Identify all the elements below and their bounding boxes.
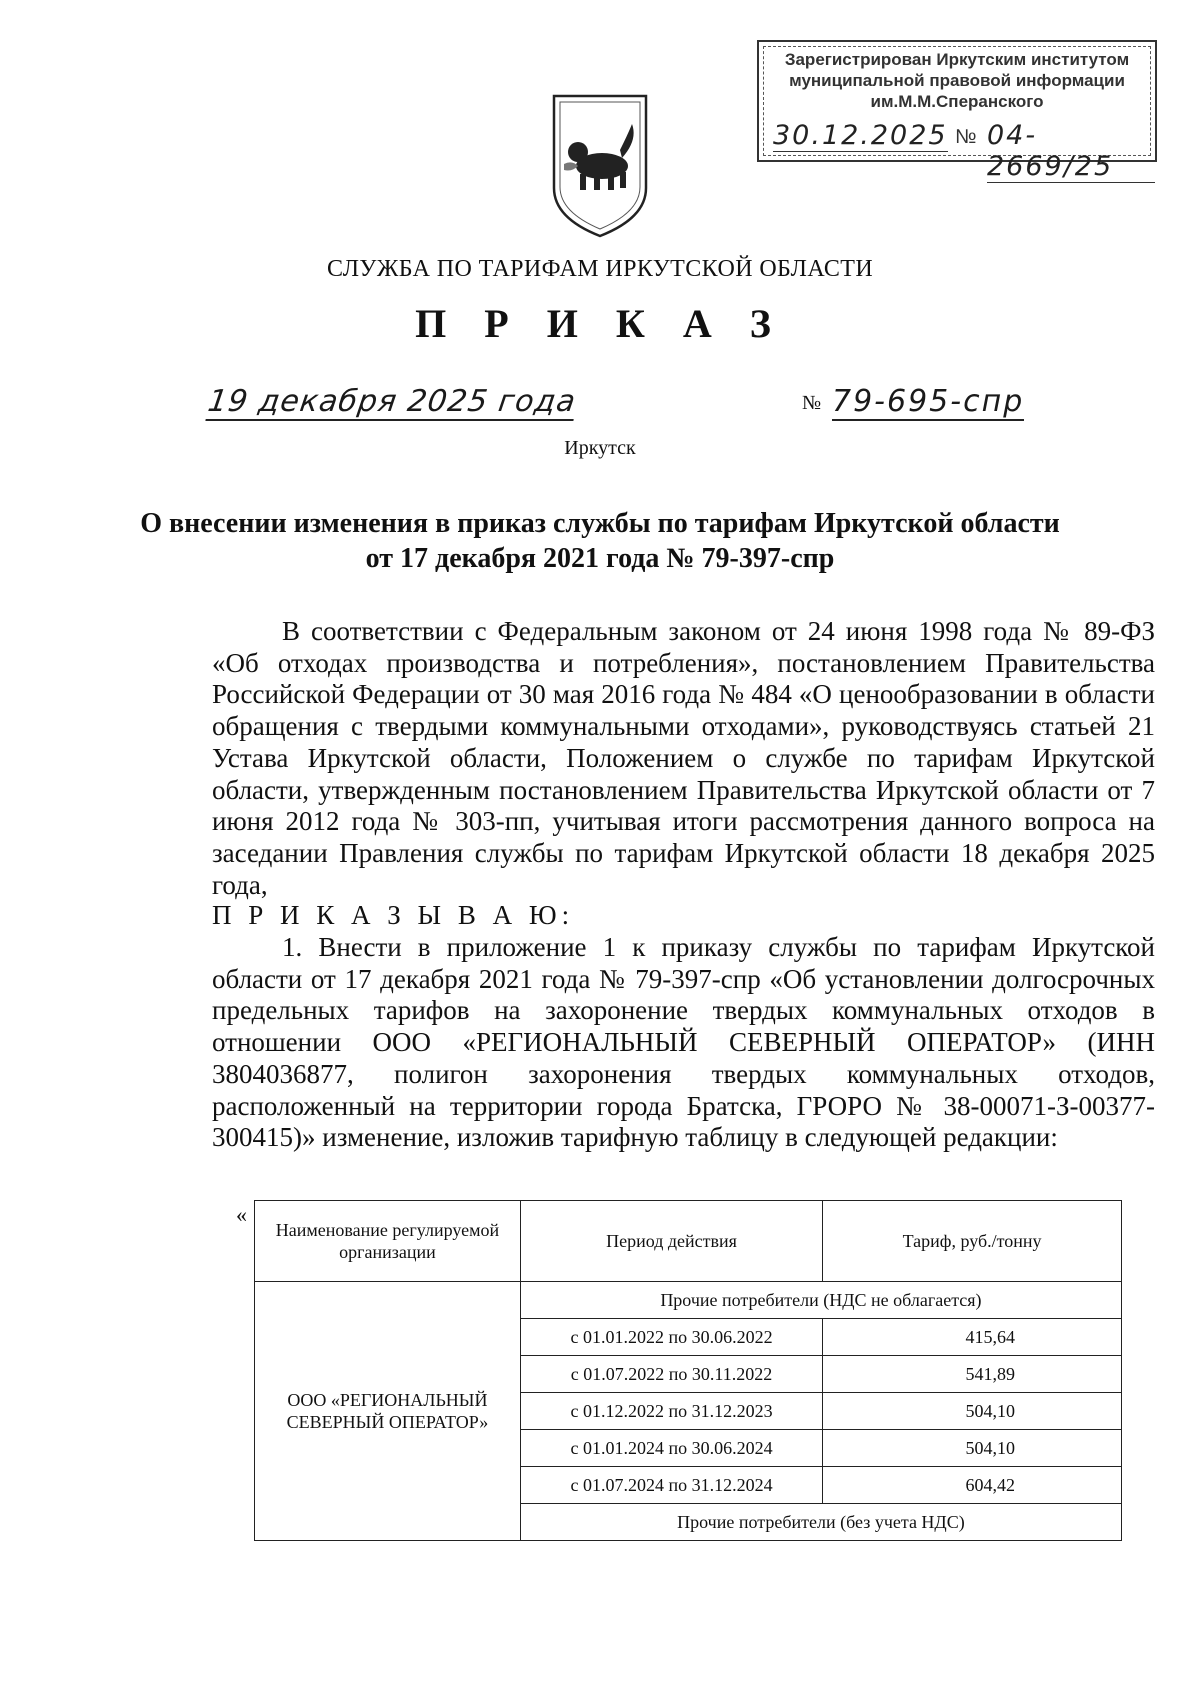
stamp-registration-date: 30.12.2025	[773, 120, 948, 151]
tariff-cell: 604,42	[823, 1467, 1122, 1504]
tariff-cell: 541,89	[823, 1356, 1122, 1393]
stamp-number-sign: №	[955, 126, 977, 148]
organization-cell: ООО «РЕГИОНАЛЬНЫЙ СЕВЕРНЫЙ ОПЕРАТОР»	[255, 1282, 521, 1541]
agency-name: СЛУЖБА ПО ТАРИФАМ ИРКУТСКОЙ ОБЛАСТИ	[326, 256, 874, 282]
period-cell: с 01.01.2022 по 30.06.2022	[520, 1319, 822, 1356]
table-opening-quote: «	[236, 1202, 247, 1227]
coat-of-arms-emblem	[548, 90, 652, 240]
order-number-handwritten: 79-695-спр	[832, 384, 1025, 419]
period-cell: с 01.12.2022 по 31.12.2023	[520, 1393, 822, 1430]
group-row-1: Прочие потребители (НДС не облагается)	[520, 1282, 1121, 1319]
tariff-cell: 504,10	[823, 1393, 1122, 1430]
table-row	[255, 1282, 1122, 1319]
decree-word: П Р И К А З Ы В А Ю:	[212, 900, 575, 930]
stamp-line-3: им.М.М.Сперанского	[870, 92, 1044, 111]
order-number-sign: №	[802, 392, 822, 414]
document-heading-line-1: О внесении изменения в приказ службы по тарифам Иркутской области	[140, 508, 1060, 539]
order-title: П Р И К А З	[415, 301, 785, 346]
tariff-table	[254, 1200, 1122, 1541]
stamp-registration-number: 04-2669/25	[987, 120, 1155, 183]
period-cell: с 01.01.2024 по 30.06.2024	[520, 1430, 822, 1467]
tariff-cell: 415,64	[823, 1319, 1122, 1356]
document-heading-line-2: от 17 декабря 2021 года № 79-397-спр	[365, 543, 835, 574]
header-org: Наименование регулируемой организации	[255, 1201, 521, 1282]
group-row-2: Прочие потребители (без учета НДС)	[520, 1504, 1121, 1541]
registration-stamp	[757, 40, 1157, 182]
babr-figure	[568, 124, 634, 190]
period-cell: с 01.07.2022 по 30.11.2022	[520, 1356, 822, 1393]
period-cell: с 01.07.2024 по 31.12.2024	[520, 1467, 822, 1504]
stamp-line-1: Зарегистрирован Иркутским институтом	[784, 50, 1130, 69]
tariff-cell: 504,10	[823, 1430, 1122, 1467]
preamble-paragraph: В соответствии с Федеральным законом от 24 июня 1998 года № 89-ФЗ «Об отходах производства и потребления», постановлением Правительства Российской Федерации от 30 мая 2016 года № 484 «О ценообразовании в области обращения с твердыми коммунальными отходами», руководствуясь статьей 21 Устава Иркутской области, Положением о службе по тарифам Иркутской области, утвержденным постановлением Правительства Иркутской области от 7 июня 2012 года № 303-пп, учитывая итоги рассмотрения данного вопроса на заседании Правления службы по тарифам Иркутской области 18 декабря 2025 года,	[212, 616, 1155, 900]
header-period: Период действия	[520, 1201, 822, 1282]
order-date-handwritten: 19 декабря 2025 года	[205, 384, 579, 419]
city-name: Иркутск	[564, 437, 636, 459]
sable-in-mouth	[564, 162, 578, 170]
header-tariff: Тариф, руб./тонну	[823, 1201, 1122, 1282]
clause-1-paragraph: 1. Внести в приложение 1 к приказу службы по тарифам Иркутской области от 17 декабря 2021 года № 79-397-спр «Об установлении долгосрочных предельных тарифов на захоронение твердых коммунальных отходов в отношении ООО «РЕГИОНАЛЬНЫЙ СЕВЕРНЫЙ ОПЕРАТОР» (ИНН 3804036877, полигон захоронения твердых коммунальных отходов, расположенный на территории города Братска, ГРОРО № 38-00071-З-00377-300415)» изменение, изложив тарифную таблицу в следующей редакции:	[212, 932, 1155, 1153]
stamp-line-2: муниципальной правовой информации	[789, 71, 1125, 90]
table-header-row	[255, 1201, 1122, 1282]
